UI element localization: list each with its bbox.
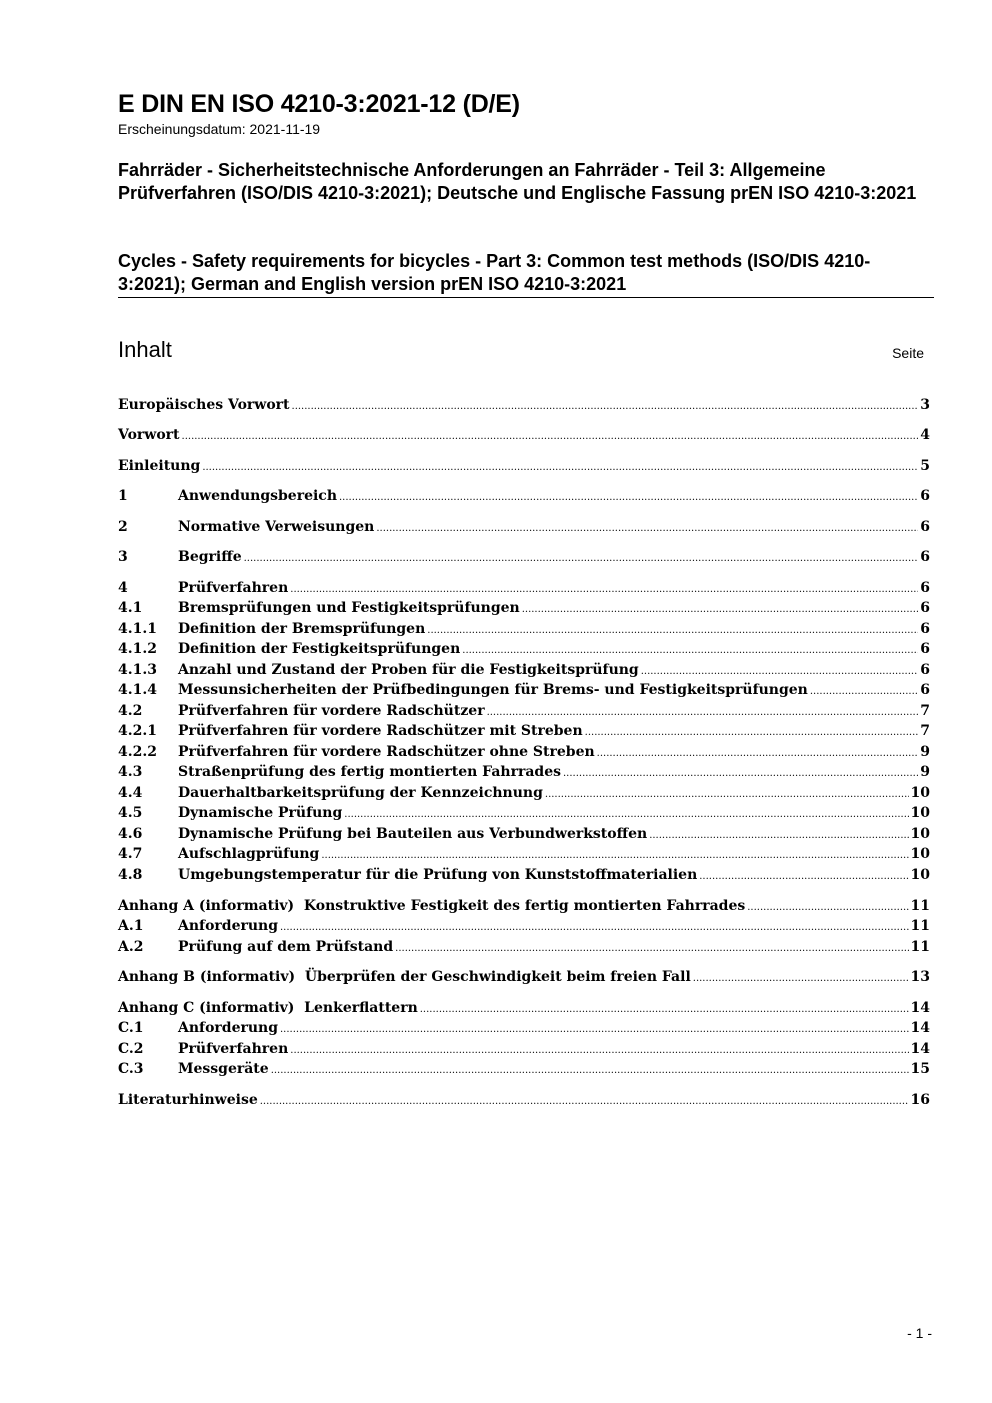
title-divider xyxy=(118,297,934,298)
toc-entry-title: Einleitung xyxy=(118,458,201,474)
toc-entry-page: 11 xyxy=(910,939,930,955)
toc-entry[interactable] xyxy=(118,680,930,700)
toc-entry-title: Normative Verweisungen xyxy=(178,519,375,535)
toc-entry-page: 6 xyxy=(920,519,930,535)
toc-entry-title: Anhang A (informativ) Konstruktive Festigkeit des fertig montierten Fahrrades xyxy=(118,898,746,914)
toc-entry[interactable] xyxy=(118,824,930,844)
toc-entry-page: 6 xyxy=(920,662,930,678)
toc-entry-page: 10 xyxy=(910,846,930,862)
toc-entry[interactable] xyxy=(118,762,930,782)
toc-entry[interactable] xyxy=(118,660,930,680)
toc-entry[interactable] xyxy=(118,916,930,936)
toc-entry-title: Definition der Festigkeitsprüfungen xyxy=(178,641,461,657)
toc-entry-number: C.3 xyxy=(118,1061,144,1077)
toc-entry-page: 7 xyxy=(920,703,930,719)
toc-entry-number: 4.1.3 xyxy=(118,662,157,678)
toc-page-column-label: Seite xyxy=(892,345,924,361)
toc-leader-dots xyxy=(585,723,919,743)
toc-entry[interactable] xyxy=(118,783,930,803)
toc-entry-number: 3 xyxy=(118,549,128,565)
toc-entry-number: A.2 xyxy=(118,939,144,955)
toc-entry-title: Dauerhaltbarkeitsprüfung der Kennzeichnung xyxy=(178,785,543,801)
toc-leader-dots xyxy=(339,488,918,508)
toc-entry-page: 14 xyxy=(910,1000,930,1016)
publication-date: Erscheinungsdatum: 2021-11-19 xyxy=(118,121,321,137)
toc-leader-dots xyxy=(280,918,909,938)
toc-entry-number: 4.2 xyxy=(118,703,143,719)
toc-leader-dots xyxy=(280,1020,909,1040)
toc-entry-title: Prüfverfahren xyxy=(178,1041,289,1057)
toc-entry-title: Anforderung xyxy=(178,918,278,934)
toc-entry[interactable] xyxy=(118,486,930,506)
toc-entry-page: 4 xyxy=(920,427,930,443)
toc-leader-dots xyxy=(290,1041,908,1061)
toc-entry[interactable] xyxy=(118,701,930,721)
toc-leader-dots xyxy=(563,764,918,784)
toc-leader-dots xyxy=(202,458,918,478)
toc-entry-page: 15 xyxy=(910,1061,930,1077)
toc-leader-dots xyxy=(810,682,918,702)
toc-entry-title: Prüfverfahren für vordere Radschützer xyxy=(178,703,485,719)
toc-entry-number: 1 xyxy=(118,488,128,504)
toc-entry-title: Aufschlagprüfung xyxy=(178,846,320,862)
toc-entry-number: 4.3 xyxy=(118,764,143,780)
toc-entry-page: 11 xyxy=(910,898,930,914)
toc-entry-number: 2 xyxy=(118,519,128,535)
toc-entry-title: Europäisches Vorwort xyxy=(118,397,290,413)
toc-entry[interactable] xyxy=(118,998,930,1018)
toc-entry-page: 11 xyxy=(910,918,930,934)
document-id: E DIN EN ISO 4210-3:2021-12 (D/E) xyxy=(118,90,520,118)
toc-leader-dots xyxy=(699,867,908,887)
toc-entry-title: Messgeräte xyxy=(178,1061,269,1077)
toc-entry-number: 4.1.2 xyxy=(118,641,157,657)
toc-leader-dots xyxy=(292,397,919,417)
toc-leader-dots xyxy=(427,621,918,641)
toc-leader-dots xyxy=(487,703,919,723)
toc-entry-title: Anwendungsbereich xyxy=(178,488,337,504)
toc-entry[interactable] xyxy=(118,844,930,864)
toc-entry-page: 13 xyxy=(910,969,930,985)
toc-entry[interactable] xyxy=(118,517,930,537)
toc-entry-title: Begriffe xyxy=(178,549,242,565)
toc-entry-title: Straßenprüfung des fertig montierten Fahrrades xyxy=(178,764,561,780)
toc-entry-number: 4 xyxy=(118,580,128,596)
page-number: - 1 - xyxy=(907,1325,932,1341)
toc-entry-page: 5 xyxy=(920,458,930,474)
toc-entry-title: Anhang C (informativ) Lenkerflattern xyxy=(118,1000,418,1016)
toc-entry-page: 10 xyxy=(910,867,930,883)
toc-entry-page: 6 xyxy=(920,488,930,504)
toc-leader-dots xyxy=(344,805,908,825)
toc-entry-page: 6 xyxy=(920,621,930,637)
toc-entry-number: 4.8 xyxy=(118,867,143,883)
toc-entry-number: 4.2.1 xyxy=(118,723,157,739)
toc-entry-title: Messunsicherheiten der Prüfbedingungen für Brems- und Festigkeitsprüfungen xyxy=(178,682,808,698)
toc-entry-number: 4.2.2 xyxy=(118,744,157,760)
toc-entry[interactable] xyxy=(118,1090,930,1110)
toc-entry-number: C.1 xyxy=(118,1020,144,1036)
toc-entry[interactable] xyxy=(118,967,930,987)
toc-entry-title: Anzahl und Zustand der Proben für die Festigkeitsprüfung xyxy=(178,662,639,678)
toc-leader-dots xyxy=(522,600,919,620)
toc-leader-dots xyxy=(420,1000,909,1020)
toc-entry[interactable] xyxy=(118,619,930,639)
toc-entry-title: Prüfverfahren xyxy=(178,580,289,596)
toc-entry[interactable] xyxy=(118,578,930,598)
toc-entry-title: Literaturhinweise xyxy=(118,1092,258,1108)
toc-entry[interactable] xyxy=(118,395,930,415)
toc-leader-dots xyxy=(747,898,908,918)
toc-entry[interactable] xyxy=(118,456,930,476)
toc-leader-dots xyxy=(376,519,918,539)
toc-entry[interactable] xyxy=(118,742,930,762)
toc-entry-number: A.1 xyxy=(118,918,144,934)
toc-entry-page: 10 xyxy=(910,826,930,842)
toc-entry[interactable] xyxy=(118,425,930,445)
toc-entry[interactable] xyxy=(118,721,930,741)
toc-leader-dots xyxy=(649,826,908,846)
toc-leader-dots xyxy=(693,969,909,989)
toc-leader-dots xyxy=(462,641,918,661)
toc-entry-number: 4.1.1 xyxy=(118,621,157,637)
toc-entry-title: Bremsprüfungen und Festigkeitsprüfungen xyxy=(178,600,520,616)
toc-entry-page: 6 xyxy=(920,580,930,596)
toc-entry-number: 4.1.4 xyxy=(118,682,157,698)
toc-entry-title: Dynamische Prüfung bei Bauteilen aus Verbundwerkstoffen xyxy=(178,826,648,842)
toc-entry[interactable] xyxy=(118,598,930,618)
toc-entry-page: 3 xyxy=(920,397,930,413)
toc-entry-number: C.2 xyxy=(118,1041,144,1057)
toc-entry-title: Anhang B (informativ) Überprüfen der Geschwindigkeit beim freien Fall xyxy=(118,969,691,985)
toc-entry[interactable] xyxy=(118,803,930,823)
toc-entry[interactable] xyxy=(118,1039,930,1059)
toc-leader-dots xyxy=(395,939,908,959)
toc-entry-page: 16 xyxy=(910,1092,930,1108)
toc-leader-dots xyxy=(244,549,919,569)
toc-entry-page: 6 xyxy=(920,682,930,698)
toc-leader-dots xyxy=(597,744,919,764)
toc-leader-dots xyxy=(321,846,908,866)
toc-entry-page: 9 xyxy=(920,744,930,760)
title-german: Fahrräder - Sicherheitstechnische Anforderungen an Fahrräder - Teil 3: Allgemeine Prüfverfahren (ISO/DIS 4210-3:2021); Deutsche und Englische Fassung prEN ISO 4210-3:2021 xyxy=(118,160,917,203)
toc-leader-dots xyxy=(545,785,909,805)
title-english: Cycles - Safety requirements for bicycles - Part 3: Common test methods (ISO/DIS 4210-3:2021); German and English version prEN ISO 4210-3:2021 xyxy=(118,251,871,294)
toc-entry-page: 6 xyxy=(920,600,930,616)
toc-leader-dots xyxy=(290,580,918,600)
toc-heading: Inhalt xyxy=(118,337,172,362)
toc-entry-number: 4.6 xyxy=(118,826,143,842)
toc-entry-title: Vorwort xyxy=(118,427,180,443)
toc-leader-dots xyxy=(260,1092,909,1112)
toc-leader-dots xyxy=(182,427,919,447)
toc-entry[interactable] xyxy=(118,639,930,659)
toc-entry[interactable] xyxy=(118,896,930,916)
toc-entry-title: Anforderung xyxy=(178,1020,278,1036)
toc-entry-title: Definition der Bremsprüfungen xyxy=(178,621,426,637)
toc-entry-page: 7 xyxy=(920,723,930,739)
toc-leader-dots xyxy=(271,1061,909,1081)
toc-entry[interactable] xyxy=(118,865,930,885)
toc-entry-title: Umgebungstemperatur für die Prüfung von Kunststoffmaterialien xyxy=(178,867,698,883)
toc-entry-page: 14 xyxy=(910,1041,930,1057)
toc-entry-page: 6 xyxy=(920,549,930,565)
toc-entry[interactable] xyxy=(118,937,930,957)
toc-entry-page: 10 xyxy=(910,785,930,801)
toc-leader-dots xyxy=(641,662,919,682)
toc-entry-page: 10 xyxy=(910,805,930,821)
toc-entry-page: 6 xyxy=(920,641,930,657)
toc-entry-number: 4.1 xyxy=(118,600,143,616)
toc-entry-title: Prüfverfahren für vordere Radschützer ohne Streben xyxy=(178,744,595,760)
toc-entry-number: 4.4 xyxy=(118,785,143,801)
toc-entry-title: Prüfverfahren für vordere Radschützer mit Streben xyxy=(178,723,583,739)
toc-entry-title: Dynamische Prüfung xyxy=(178,805,343,821)
toc-entry-page: 14 xyxy=(910,1020,930,1036)
toc-entry-number: 4.7 xyxy=(118,846,143,862)
toc-entry[interactable] xyxy=(118,547,930,567)
toc-entry-number: 4.5 xyxy=(118,805,143,821)
toc-entry[interactable] xyxy=(118,1059,930,1079)
toc-entry-title: Prüfung auf dem Prüfstand xyxy=(178,939,394,955)
toc-entry[interactable] xyxy=(118,1018,930,1038)
toc-entry-page: 9 xyxy=(920,764,930,780)
